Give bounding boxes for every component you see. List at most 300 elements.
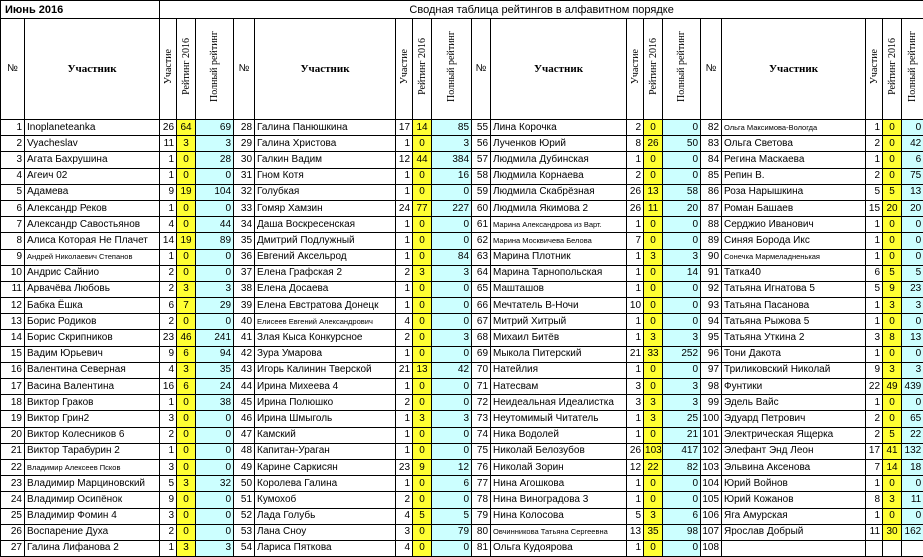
- full-rating: 0: [432, 443, 472, 459]
- row-number: 42: [234, 346, 255, 362]
- full-rating: 20: [663, 200, 701, 216]
- full-rating: 0: [663, 314, 701, 330]
- participant-name: Репин В.: [722, 168, 866, 184]
- full-rating: 0: [432, 427, 472, 443]
- table-row: [1, 281, 923, 297]
- row-number: 14: [1, 330, 25, 346]
- rating-2016: 8: [883, 330, 902, 346]
- rating-2016: 5: [883, 184, 902, 200]
- participation-count: 1: [627, 492, 644, 508]
- participant-name: Сонечка Мармеладненькая: [722, 249, 866, 265]
- full-rating: 384: [432, 152, 472, 168]
- row-number: 63: [472, 249, 491, 265]
- full-rating: 0: [196, 459, 234, 475]
- header-num: №: [1, 19, 25, 120]
- row-number: 108: [701, 540, 722, 556]
- participation-count: 12: [627, 459, 644, 475]
- participant-name: Марина Плотник: [491, 249, 627, 265]
- table-row: [1, 379, 923, 395]
- rating-2016: 0: [644, 314, 663, 330]
- full-rating: 6: [902, 152, 923, 168]
- participant-name: Inoplaneteanka: [25, 120, 160, 136]
- full-rating: 0: [432, 395, 472, 411]
- full-rating: 0: [432, 217, 472, 233]
- full-rating: 23: [902, 281, 923, 297]
- row-number: 105: [701, 492, 722, 508]
- participation-count: 2: [396, 395, 413, 411]
- row-number: 38: [234, 281, 255, 297]
- full-rating: 89: [196, 233, 234, 249]
- row-number: 55: [472, 120, 491, 136]
- participation-count: 2: [396, 492, 413, 508]
- participation-count: 3: [160, 459, 177, 475]
- header-num: №: [472, 19, 491, 120]
- table-row: [1, 152, 923, 168]
- participant-name: Эдуард Петрович: [722, 411, 866, 427]
- participation-count: 1: [627, 362, 644, 378]
- rating-2016: 26: [644, 136, 663, 152]
- rating-2016: 0: [883, 152, 902, 168]
- header-full-rating-text: Полный рейтинг: [907, 31, 918, 102]
- row-number: 54: [234, 540, 255, 556]
- participation-count: 2: [866, 136, 883, 152]
- header-participant: Участник: [255, 19, 396, 120]
- full-rating: 0: [196, 314, 234, 330]
- participant-name: Галина Панюшкина: [255, 120, 396, 136]
- table-row: [1, 168, 923, 184]
- rating-2016: 0: [177, 459, 196, 475]
- row-number: 33: [234, 200, 255, 216]
- table-row: [1, 508, 923, 524]
- rating-2016: 0: [883, 346, 902, 362]
- participation-count: 26: [627, 200, 644, 216]
- rating-2016: 0: [883, 168, 902, 184]
- participant-name: Ника Водолей: [491, 427, 627, 443]
- row-number: 10: [1, 265, 25, 281]
- participation-count: 8: [627, 136, 644, 152]
- participant-name: Триликовский Николай: [722, 362, 866, 378]
- rating-2016: 0: [883, 395, 902, 411]
- table-row: [1, 395, 923, 411]
- participation-count: 12: [396, 152, 413, 168]
- participation-count: 1: [866, 508, 883, 524]
- rating-2016: 0: [413, 427, 432, 443]
- participation-count: 1: [627, 411, 644, 427]
- header-num: №: [701, 19, 722, 120]
- participant-name: Вадим Юрьевич: [25, 346, 160, 362]
- participant-name: Лана Сноу: [255, 524, 396, 540]
- full-rating: 0: [196, 524, 234, 540]
- row-number: 11: [1, 281, 25, 297]
- rating-2016: 33: [644, 346, 663, 362]
- header-full-rating-text: Полный рейтинг: [209, 31, 220, 102]
- participation-count: 7: [627, 233, 644, 249]
- rating-2016: 0: [177, 200, 196, 216]
- rating-2016: 3: [177, 540, 196, 556]
- participation-count: 2: [160, 281, 177, 297]
- participant-name: Мечтатель В-Ночи: [491, 298, 627, 314]
- full-rating: 0: [432, 379, 472, 395]
- participant-name: Елисеев Евгений Александрович: [255, 314, 396, 330]
- full-rating: 0: [902, 249, 923, 265]
- participation-count: 9: [866, 362, 883, 378]
- full-rating: 79: [432, 524, 472, 540]
- rating-2016: 0: [644, 152, 663, 168]
- row-number: 41: [234, 330, 255, 346]
- row-number: 94: [701, 314, 722, 330]
- full-rating: 3: [663, 379, 701, 395]
- participation-count: 1: [866, 217, 883, 233]
- full-rating: 0: [663, 540, 701, 556]
- rating-2016: 0: [177, 524, 196, 540]
- participant-name: Ольга Кудоярова: [491, 540, 627, 556]
- row-number: 6: [1, 200, 25, 216]
- row-number: 8: [1, 233, 25, 249]
- rating-2016: 14: [413, 120, 432, 136]
- participation-count: 1: [866, 346, 883, 362]
- participant-name: Роман Башаев: [722, 200, 866, 216]
- rating-2016: 0: [177, 217, 196, 233]
- participant-name: Бабка Ёшка: [25, 298, 160, 314]
- participant-name: Даша Воскресенская: [255, 217, 396, 233]
- table-row: [1, 492, 923, 508]
- participation-count: 1: [396, 298, 413, 314]
- full-rating: 3: [432, 265, 472, 281]
- participant-name: Синяя Борода Икс: [722, 233, 866, 249]
- participant-name: Серджио Иванович: [722, 217, 866, 233]
- rating-2016: 6: [177, 346, 196, 362]
- participation-count: 1: [160, 249, 177, 265]
- header-participation-text: Участие: [399, 49, 410, 84]
- participant-name: Лариса Пяткова: [255, 540, 396, 556]
- participation-count: 1: [627, 427, 644, 443]
- participation-count: 8: [866, 492, 883, 508]
- participant-name: Владимир Марциновский: [25, 476, 160, 492]
- header-num: №: [234, 19, 255, 120]
- participant-name: Борис Скрипников: [25, 330, 160, 346]
- rating-2016: 0: [413, 379, 432, 395]
- participation-count: 1: [396, 136, 413, 152]
- row-number: 60: [472, 200, 491, 216]
- participant-name: Александр Савостьянов: [25, 217, 160, 233]
- participant-name: Елена Досаева: [255, 281, 396, 297]
- rating-2016: 46: [177, 330, 196, 346]
- table-row: [1, 249, 923, 265]
- full-rating: 0: [902, 233, 923, 249]
- participation-count: 26: [627, 443, 644, 459]
- rating-2016: 5: [883, 427, 902, 443]
- rating-2016: 0: [644, 476, 663, 492]
- rating-2016: 0: [644, 362, 663, 378]
- rating-2016: 3: [413, 265, 432, 281]
- participant-name: Николай Белозубов: [491, 443, 627, 459]
- participant-name: Лина Корочка: [491, 120, 627, 136]
- full-rating: 0: [196, 411, 234, 427]
- row-number: 85: [701, 168, 722, 184]
- participation-count: 16: [160, 379, 177, 395]
- rating-2016: 0: [413, 249, 432, 265]
- header-rating: [177, 19, 196, 120]
- participation-count: 26: [627, 184, 644, 200]
- row-number: 37: [234, 265, 255, 281]
- row-number: 92: [701, 281, 722, 297]
- participant-name: Татьяна Игнатова 5: [722, 281, 866, 297]
- full-rating: 0: [663, 168, 701, 184]
- row-number: 4: [1, 168, 25, 184]
- participation-count: 2: [160, 427, 177, 443]
- header-rating-text: Рейтинг 2016: [181, 38, 192, 95]
- full-rating: 0: [196, 168, 234, 184]
- full-rating: 227: [432, 200, 472, 216]
- participation-count: 2: [396, 265, 413, 281]
- participation-count: 5: [866, 281, 883, 297]
- header-participation: [160, 19, 177, 120]
- row-number: 26: [1, 524, 25, 540]
- rating-2016: 0: [177, 249, 196, 265]
- row-number: 89: [701, 233, 722, 249]
- row-number: 36: [234, 249, 255, 265]
- participation-count: 1: [396, 184, 413, 200]
- rating-2016: 3: [177, 362, 196, 378]
- header-rating: [883, 19, 902, 120]
- participation-count: 2: [866, 168, 883, 184]
- row-number: 86: [701, 184, 722, 200]
- row-number: 71: [472, 379, 491, 395]
- participant-name: Ирина Полюшко: [255, 395, 396, 411]
- full-rating: 0: [663, 120, 701, 136]
- rating-2016: 3: [883, 362, 902, 378]
- full-rating: 162: [902, 524, 923, 540]
- row-number: 56: [472, 136, 491, 152]
- row-number: 98: [701, 379, 722, 395]
- participation-count: 2: [160, 314, 177, 330]
- rating-2016: 0: [883, 314, 902, 330]
- participation-count: 2: [866, 411, 883, 427]
- participant-name: Гном Котя: [255, 168, 396, 184]
- row-number: 46: [234, 411, 255, 427]
- header-participation-text: Участие: [869, 49, 880, 84]
- header-participation: [627, 19, 644, 120]
- full-rating: 0: [432, 540, 472, 556]
- table-row: [1, 314, 923, 330]
- full-rating: 25: [663, 411, 701, 427]
- participant-name: Тони Дакота: [722, 346, 866, 362]
- participant-name: Виктор Тарабурин 2: [25, 443, 160, 459]
- participation-count: 1: [866, 476, 883, 492]
- full-rating: 3: [902, 362, 923, 378]
- row-number: 83: [701, 136, 722, 152]
- participant-name: Юрий Войнов: [722, 476, 866, 492]
- participant-name: Людмила Скабрёзная: [491, 184, 627, 200]
- participant-name: Адамева: [25, 184, 160, 200]
- participant-name: Елена Евстратова Донецк: [255, 298, 396, 314]
- row-number: 58: [472, 168, 491, 184]
- row-number: 27: [1, 540, 25, 556]
- rating-2016: 3: [644, 395, 663, 411]
- rating-2016: 3: [883, 492, 902, 508]
- row-number: 44: [234, 379, 255, 395]
- participation-count: 5: [160, 476, 177, 492]
- participant-name: Мыкола Питерский: [491, 346, 627, 362]
- row-number: 67: [472, 314, 491, 330]
- full-rating: 13: [902, 184, 923, 200]
- full-rating: 6: [432, 476, 472, 492]
- participation-count: 1: [866, 395, 883, 411]
- rating-2016: 0: [883, 233, 902, 249]
- rating-2016: 0: [644, 298, 663, 314]
- row-number: 32: [234, 184, 255, 200]
- header-participation-text: Участие: [630, 49, 641, 84]
- rating-2016: 0: [883, 136, 902, 152]
- full-rating: 241: [196, 330, 234, 346]
- full-rating: 3: [663, 395, 701, 411]
- rating-2016: 0: [177, 395, 196, 411]
- participant-name: Владимир Фомин 4: [25, 508, 160, 524]
- participant-name: Ольга Максимова-Вологда: [722, 120, 866, 136]
- full-rating: 69: [196, 120, 234, 136]
- full-rating: 58: [663, 184, 701, 200]
- participation-count: 22: [866, 379, 883, 395]
- participation-count: 1: [627, 476, 644, 492]
- full-rating: 0: [663, 476, 701, 492]
- full-rating: 439: [902, 379, 923, 395]
- row-number: 3: [1, 152, 25, 168]
- participation-count: 13: [627, 524, 644, 540]
- full-rating: 0: [196, 492, 234, 508]
- row-number: 68: [472, 330, 491, 346]
- rating-2016: 0: [883, 508, 902, 524]
- participation-count: 23: [160, 330, 177, 346]
- table-row: [1, 427, 923, 443]
- table-row: [1, 476, 923, 492]
- participation-count: 1: [160, 395, 177, 411]
- participation-count: 3: [627, 395, 644, 411]
- table-row: [1, 184, 923, 200]
- row-number: 70: [472, 362, 491, 378]
- participation-count: 1: [396, 168, 413, 184]
- participant-name: Зура Умарова: [255, 346, 396, 362]
- rating-2016: 22: [644, 459, 663, 475]
- participation-count: 17: [866, 443, 883, 459]
- rating-2016: 0: [883, 249, 902, 265]
- participation-count: 1: [396, 233, 413, 249]
- participation-count: 1: [627, 152, 644, 168]
- rating-2016: 0: [177, 168, 196, 184]
- full-rating: 22: [902, 427, 923, 443]
- rating-2016: 5: [883, 265, 902, 281]
- rating-2016: 0: [413, 217, 432, 233]
- row-number: 90: [701, 249, 722, 265]
- participation-count: 1: [627, 281, 644, 297]
- participant-name: Голубкая: [255, 184, 396, 200]
- header-rating: [413, 19, 432, 120]
- full-rating: 14: [663, 265, 701, 281]
- participation-count: 3: [396, 524, 413, 540]
- participation-count: [866, 540, 883, 556]
- full-rating: 0: [663, 217, 701, 233]
- row-number: 15: [1, 346, 25, 362]
- full-rating: 252: [663, 346, 701, 362]
- full-rating: 24: [196, 379, 234, 395]
- participant-name: Виктор Граков: [25, 395, 160, 411]
- rating-2016: 0: [644, 168, 663, 184]
- rating-2016: 3: [177, 476, 196, 492]
- participation-count: 14: [160, 233, 177, 249]
- table-row: [1, 217, 923, 233]
- row-number: 59: [472, 184, 491, 200]
- full-rating: 65: [902, 411, 923, 427]
- participant-name: Александр Реков: [25, 200, 160, 216]
- rating-2016: 0: [413, 314, 432, 330]
- participant-name: Лада Голубь: [255, 508, 396, 524]
- full-rating: 84: [432, 249, 472, 265]
- participation-count: 4: [396, 314, 413, 330]
- participant-name: Виктор Колесников 6: [25, 427, 160, 443]
- participant-name: Агата Бахрушина: [25, 152, 160, 168]
- rating-2016: 0: [177, 411, 196, 427]
- rating-2016: 0: [644, 120, 663, 136]
- full-rating: 3: [196, 281, 234, 297]
- participation-count: 1: [627, 265, 644, 281]
- full-rating: 0: [196, 427, 234, 443]
- participant-name: Марина Москвичева Белова: [491, 233, 627, 249]
- rating-2016: 0: [413, 492, 432, 508]
- participation-count: 24: [396, 200, 413, 216]
- participation-count: 23: [396, 459, 413, 475]
- rating-2016: 0: [644, 540, 663, 556]
- participant-name: Людмила Корнаева: [491, 168, 627, 184]
- table-row: [1, 298, 923, 314]
- full-rating: 50: [663, 136, 701, 152]
- full-rating: 28: [196, 152, 234, 168]
- participant-name: Николай Зорин: [491, 459, 627, 475]
- rating-2016: 0: [413, 540, 432, 556]
- full-rating: 0: [902, 217, 923, 233]
- full-rating: 0: [196, 508, 234, 524]
- participant-name: Регина Маскаева: [722, 152, 866, 168]
- participant-name: Игорь Калинин Тверской: [255, 362, 396, 378]
- participant-name: Галина Христова: [255, 136, 396, 152]
- header-full-rating-text: Полный рейтинг: [676, 31, 687, 102]
- row-number: 20: [1, 427, 25, 443]
- participant-name: Неутомимый Читатель: [491, 411, 627, 427]
- row-number: 77: [472, 476, 491, 492]
- row-number: 49: [234, 459, 255, 475]
- participation-count: 4: [160, 362, 177, 378]
- participation-count: 1: [160, 200, 177, 216]
- full-rating: 0: [432, 281, 472, 297]
- rating-2016: 3: [177, 281, 196, 297]
- row-number: 69: [472, 346, 491, 362]
- participant-name: [722, 540, 866, 556]
- full-rating: [902, 540, 923, 556]
- full-rating: 42: [902, 136, 923, 152]
- participant-name: Владимир Осипёнок: [25, 492, 160, 508]
- participant-name: Карине Саркисян: [255, 459, 396, 475]
- rating-2016: 13: [644, 184, 663, 200]
- participation-count: 21: [627, 346, 644, 362]
- row-number: 16: [1, 362, 25, 378]
- row-number: 21: [1, 443, 25, 459]
- participant-name: Овчинникова Татьяна Сергеевна: [491, 524, 627, 540]
- participant-name: Татьяна Пасанова: [722, 298, 866, 314]
- rating-2016: [883, 540, 902, 556]
- participant-name: Татьяна Уткина 2: [722, 330, 866, 346]
- row-number: 82: [701, 120, 722, 136]
- table-row: [1, 136, 923, 152]
- participation-count: 1: [396, 281, 413, 297]
- header-rating: [644, 19, 663, 120]
